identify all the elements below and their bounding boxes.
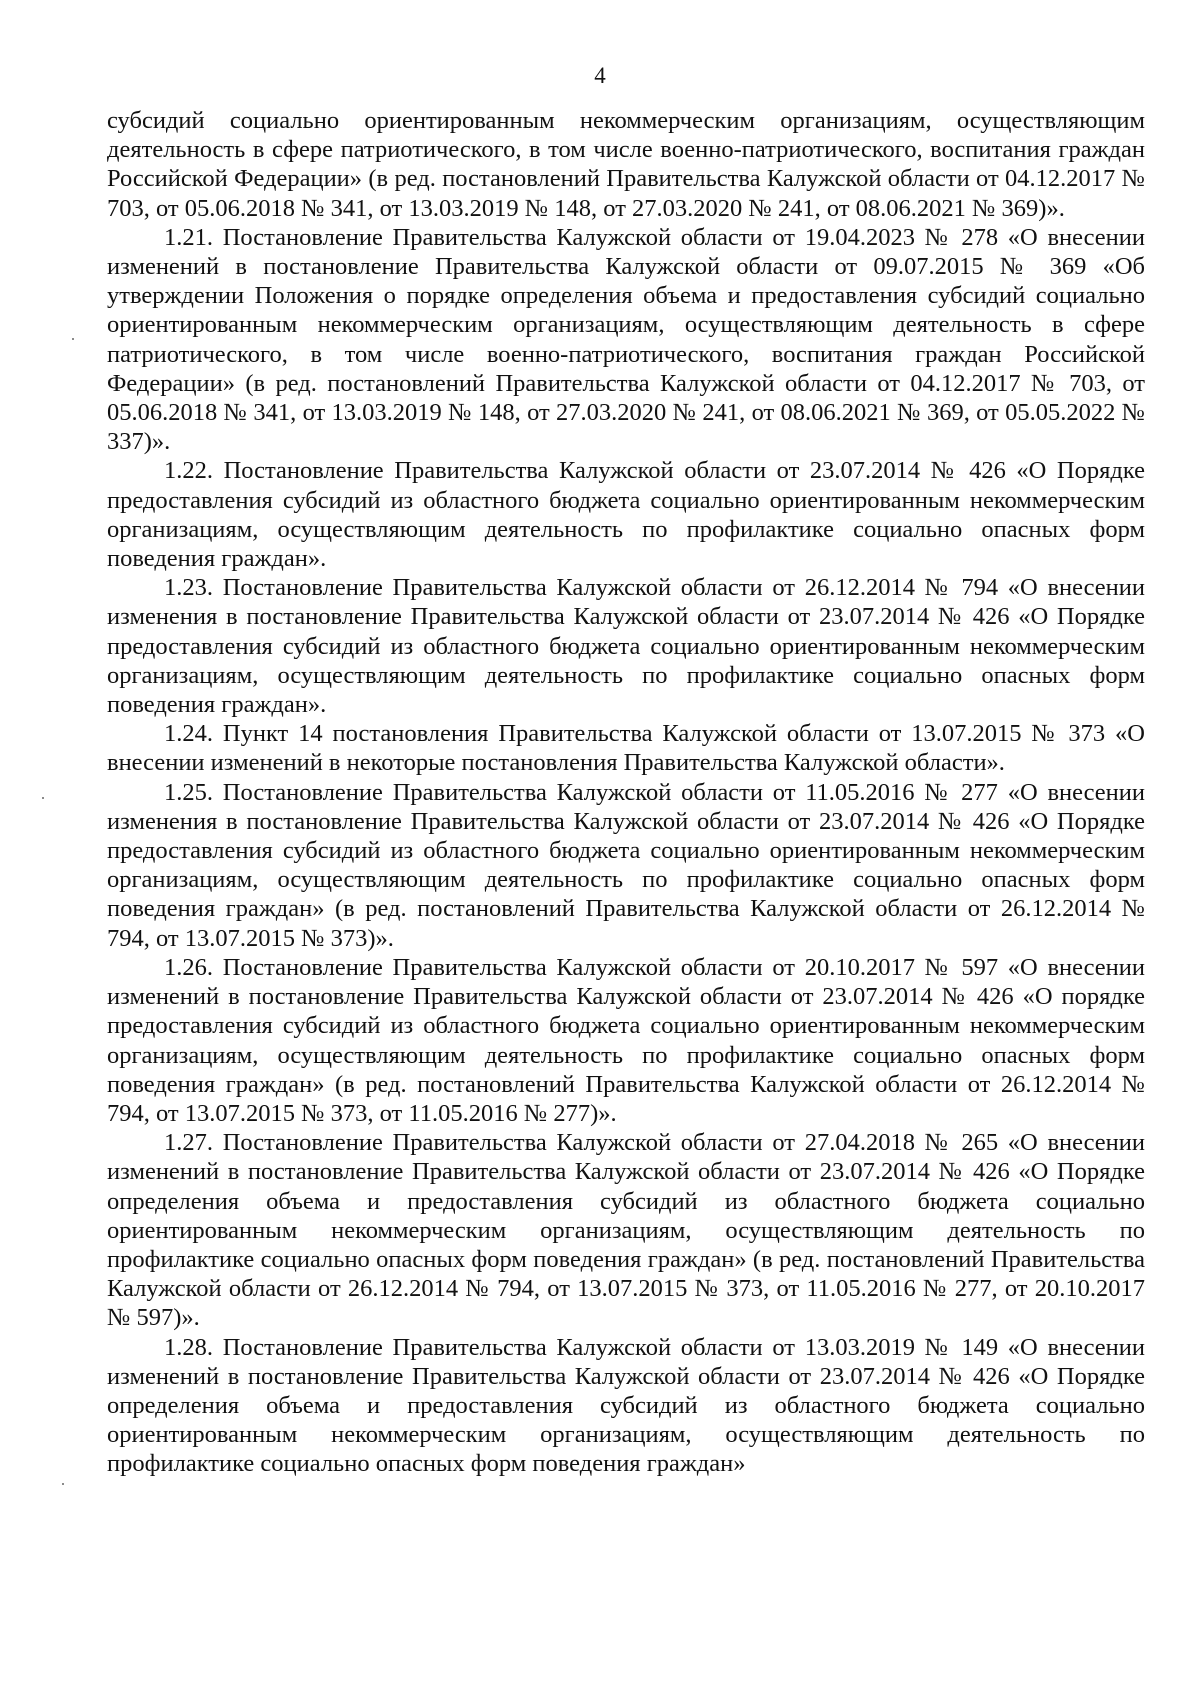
paragraph-1-28: 1.28. Постановление Правительства Калужской области от 13.03.2019 № 149 «О внесении изменений в постановление Правительства Калужской области от 23.07.2014 № 426 «О Порядке определения объема и предоставления субсидий из областного бюджета социально ориентированным некоммерческим организациям, осуществляющим деятельность по профилактике социально опасных форм поведения граждан» [107, 1333, 1145, 1478]
paragraph-1-21: 1.21. Постановление Правительства Калужской области от 19.04.2023 № 278 «О внесении изменений в постановление Правительства Калужской области от 09.07.2015 № 369 «Об утверждении Положения о порядке определения объема и предоставления субсидий социально ориентированным некоммерческим организациям, осуществляющим деятельность в сфере патриотического, в том числе военно-патриотического, воспитания граждан Российской Федерации» (в ред. постановлений Правительства Калужской области от 04.12.2017 № 703, от 05.06.2018 № 341, от 13.03.2019 № 148, от 27.03.2020 № 241, от 08.06.2021 № 369, от 05.05.2022 № 337)». [107, 223, 1145, 456]
scan-speck [42, 797, 44, 799]
scan-speck [72, 338, 74, 340]
scan-speck [62, 1483, 64, 1485]
paragraph-1-27: 1.27. Постановление Правительства Калужской области от 27.04.2018 № 265 «О внесении изменений в постановление Правительства Калужской области от 23.07.2014 № 426 «О Порядке определения объема и предоставления субсидий из областного бюджета социально ориентированным некоммерческим организациям, осуществляющим деятельность по профилактике социально опасных форм поведения граждан» (в ред. постановлений Правительства Калужской области от 26.12.2014 № 794, от 13.07.2015 № 373, от 11.05.2016 № 277, от 20.10.2017 № 597)». [107, 1129, 1145, 1332]
page-number: 4 [594, 63, 606, 88]
paragraph-1-25: 1.25. Постановление Правительства Калужской области от 11.05.2016 № 277 «О внесении изменения в постановление Правительства Калужской области от 23.07.2014 № 426 «О Порядке предоставления субсидий из областного бюджета социально ориентированным некоммерческим организациям, осуществляющим деятельность по профилактике социально опасных форм поведения граждан» (в ред. постановлений Правительства Калужской области от 26.12.2014 № 794, от 13.07.2015 № 373)». [107, 778, 1145, 952]
paragraph-1-26: 1.26. Постановление Правительства Калужской области от 20.10.2017 № 597 «О внесении изменений в постановление Правительства Калужской области от 23.07.2014 № 426 «О порядке предоставления субсидий из областного бюджета социально ориентированным некоммерческим организациям, осуществляющим деятельность по профилактике социально опасных форм поведения граждан» (в ред. постановлений Правительства Калужской области от 26.12.2014 № 794, от 13.07.2015 № 373, от 11.05.2016 № 277)». [107, 953, 1145, 1127]
paragraph-1-23: 1.23. Постановление Правительства Калужской области от 26.12.2014 № 794 «О внесении изменения в постановление Правительства Калужской области от 23.07.2014 № 426 «О Порядке предоставления субсидий из областного бюджета социально ориентированным некоммерческим организациям, осуществляющим деятельность по профилактике социально опасных форм поведения граждан». [107, 574, 1145, 719]
paragraph-continuation: субсидий социально ориентированным некоммерческим организациям, осуществляющим деятельность в сфере патриотического, в том числе военно-патриотического, воспитания граждан Российской Федерации» (в ред. постановлений Правительства Калужской области от 04.12.2017 № 703, от 05.06.2018 № 341, от 13.03.2019 № 148, от 27.03.2020 № 241, от 08.06.2021 № 369)». [107, 107, 1145, 222]
document-body [107, 106, 1145, 1479]
paragraph-1-24: 1.24. Пункт 14 постановления Правительства Калужской области от 13.07.2015 № 373 «О внесении изменений в некоторые постановления Правительства Калужской области». [107, 720, 1145, 777]
paragraph-1-22: 1.22. Постановление Правительства Калужской области от 23.07.2014 № 426 «О Порядке предоставления субсидий из областного бюджета социально ориентированным некоммерческим организациям, осуществляющим деятельность по профилактике социально опасных форм поведения граждан». [107, 457, 1145, 573]
